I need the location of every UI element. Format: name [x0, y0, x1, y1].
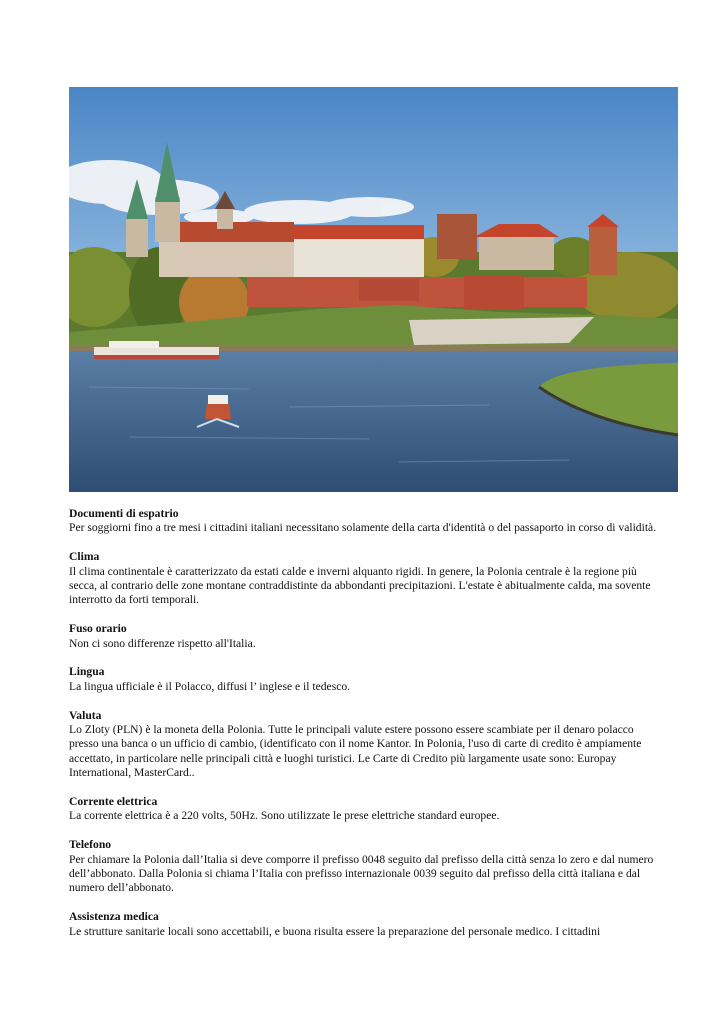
section-title: Lingua: [69, 665, 105, 679]
section-text: Per soggiorni fino a tre mesi i cittadini italiani necessitano solamente della carta d'identità o del passaporto in corso di validità.: [69, 521, 657, 535]
section-title: Assistenza medica: [69, 910, 159, 924]
section-clima: [69, 550, 659, 608]
section-corrente-elettrica: [69, 795, 659, 824]
section-title: Documenti di espatrio: [69, 507, 179, 520]
section-valuta: [69, 709, 659, 781]
section-assistenza-medica: [69, 910, 659, 939]
section-fuso-orario: [69, 622, 659, 651]
document-body: [69, 507, 659, 953]
section-title: Fuso orario: [69, 622, 127, 636]
section-text: Il clima continentale è caratterizzato da estati calde e inverni alquanto rigidi. In genere, la Polonia centrale è la regione più secca, al contrario delle zone montane contraddistinte da abbondanti precipitazioni. L'estate è abitualmente calda, ma sovente interrotto da forti temporali.: [69, 564, 651, 607]
embankment: [409, 317, 594, 345]
section-text: Le strutture sanitarie locali sono accettabili, e buona risulta essere la preparazione del personale medico. I cittadini: [69, 924, 601, 938]
section-text: La corrente elettrica è a 220 volts, 50Hz. Sono utilizzate le prese elettriche standard europee.: [69, 809, 500, 823]
section-text: La lingua ufficiale è il Polacco, diffusi l’ inglese e il tedesco.: [69, 679, 351, 693]
section-title: Telefono: [69, 838, 112, 852]
section-title: Valuta: [69, 708, 102, 722]
section-text: Lo Zloty (PLN) è la moneta della Polonia. Tutte le principali valute estere possono essere scambiate per il denaro polacco presso una banca o un ufficio di cambio, (identificato con il nome Kantor. In Polonia, l'uso di carte di credito è ampiamente accettato, in particolare nelle principali città e luoghi turistici. Le Carte di Credito più largamente usate sono: Europay International, MasterCard..: [69, 723, 642, 780]
section-telefono: [69, 838, 659, 896]
section-lingua: [69, 665, 659, 694]
section-title: Corrente elettrica: [69, 795, 158, 809]
castle-photo: [69, 87, 678, 492]
section-text: Non ci sono differenze rispetto all'Italia.: [69, 636, 256, 650]
section-text: Per chiamare la Polonia dall’Italia si deve comporre il prefisso 0048 seguito dal prefisso della città senza lo zero e dal numero dell’abbonato. Dalla Polonia si chiama l’Italia con prefisso internazionale 0039 seguito dal prefisso della città italiana e dal numero dell’abbonato.: [69, 852, 654, 895]
section-title: Clima: [69, 550, 100, 564]
section-documenti: [69, 507, 659, 536]
